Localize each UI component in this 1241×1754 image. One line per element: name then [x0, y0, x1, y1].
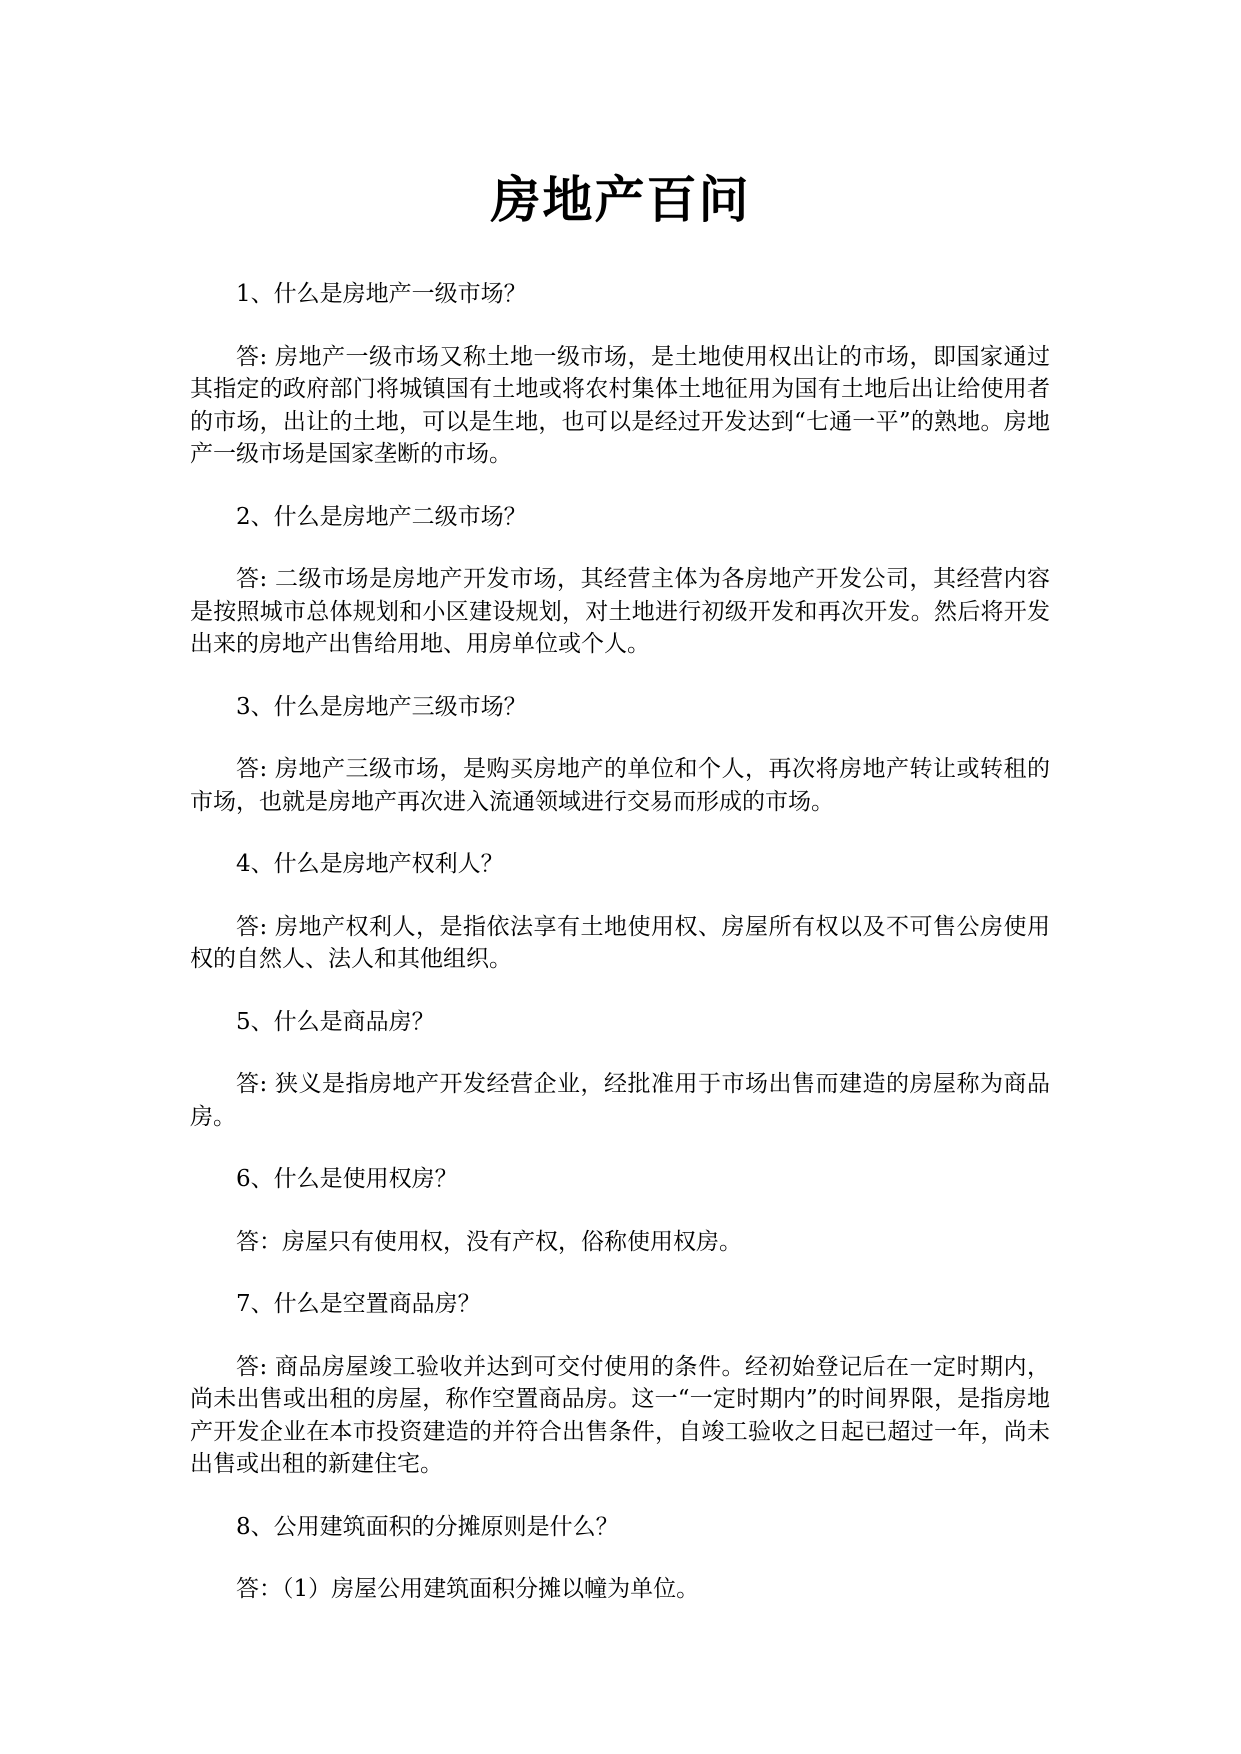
answer-text: 答: 二级市场是房地产开发市场，其经营主体为各房地产开发公司，其经营内容是按照城市总体规划和小区建设规划，对土地进行初级开发和再次开发。然后将开发出来的房地产出售给用地、用房单位或个人。 — [190, 566, 1050, 657]
question-text: 1、什么是房地产一级市场？ — [236, 281, 527, 307]
answer-text: 答: 商品房屋竣工验收并达到可交付使用的条件。经初始登记后在一定时期内，尚未出售或出租的房屋，称作空置商品房。这一“一定时期内”的时间界限，是指房地产开发企业在本市投资建造的并符合出售条件，自竣工验收之日起已超过一年，尚未出售或出租的新建住宅。 — [190, 1353, 1050, 1477]
document-title: 房地产百问 — [490, 170, 751, 229]
question-text: 3、什么是房地产三级市场？ — [236, 693, 527, 720]
answer-text: 答：（1）房屋公用建筑面积分摊以幢为单位。 — [236, 1576, 700, 1602]
answer-text: 答: 房地产三级市场，是购买房地产的单位和个人，再次将房地产转让或转租的市场，也就是房地产再次进入流通领域进行交易而形成的市场。 — [190, 756, 1050, 815]
qa-item-7 — [190, 1288, 1050, 1481]
answer-text: 答: 房地产一级市场又称土地一级市场，是土地使用权出让的市场，即国家通过其指定的政府部门将城镇国有土地或将农村集体土地征用为国有土地后出让给使用者的市场，出让的土地，可以是生地，也可以是经过开发达到“七通一平”的熟地。房地产一级市场是国家垄断的市场。 — [190, 343, 1050, 467]
answer-text: 答：房屋只有使用权，没有产权，俗称使用权房。 — [236, 1228, 742, 1255]
question-text: 6、什么是使用权房？ — [236, 1166, 458, 1192]
question-text: 7、什么是空置商品房？ — [236, 1291, 481, 1317]
document-body — [190, 278, 1050, 1636]
qa-item-8 — [190, 1511, 1050, 1606]
answer-text: 答: 房地产权利人，是指依法享有土地使用权、房屋所有权以及不可售公房使用权的自然人、法人和其他组织。 — [190, 913, 1050, 972]
question-text: 8、公用建筑面积的分摊原则是什么？ — [236, 1513, 619, 1540]
qa-item-1 — [190, 278, 1050, 471]
qa-item-3 — [190, 691, 1050, 819]
qa-item-4 — [190, 848, 1050, 976]
question-text: 4、什么是房地产权利人？ — [236, 851, 504, 877]
qa-item-6 — [190, 1163, 1050, 1258]
question-text: 5、什么是商品房？ — [236, 1008, 435, 1035]
answer-text: 答: 狭义是指房地产开发经营企业，经批准用于市场出售而建造的房屋称为商品房。 — [190, 1071, 1050, 1130]
question-text: 2、什么是房地产二级市场？ — [236, 503, 527, 530]
qa-item-5 — [190, 1006, 1050, 1134]
qa-item-2 — [190, 501, 1050, 661]
